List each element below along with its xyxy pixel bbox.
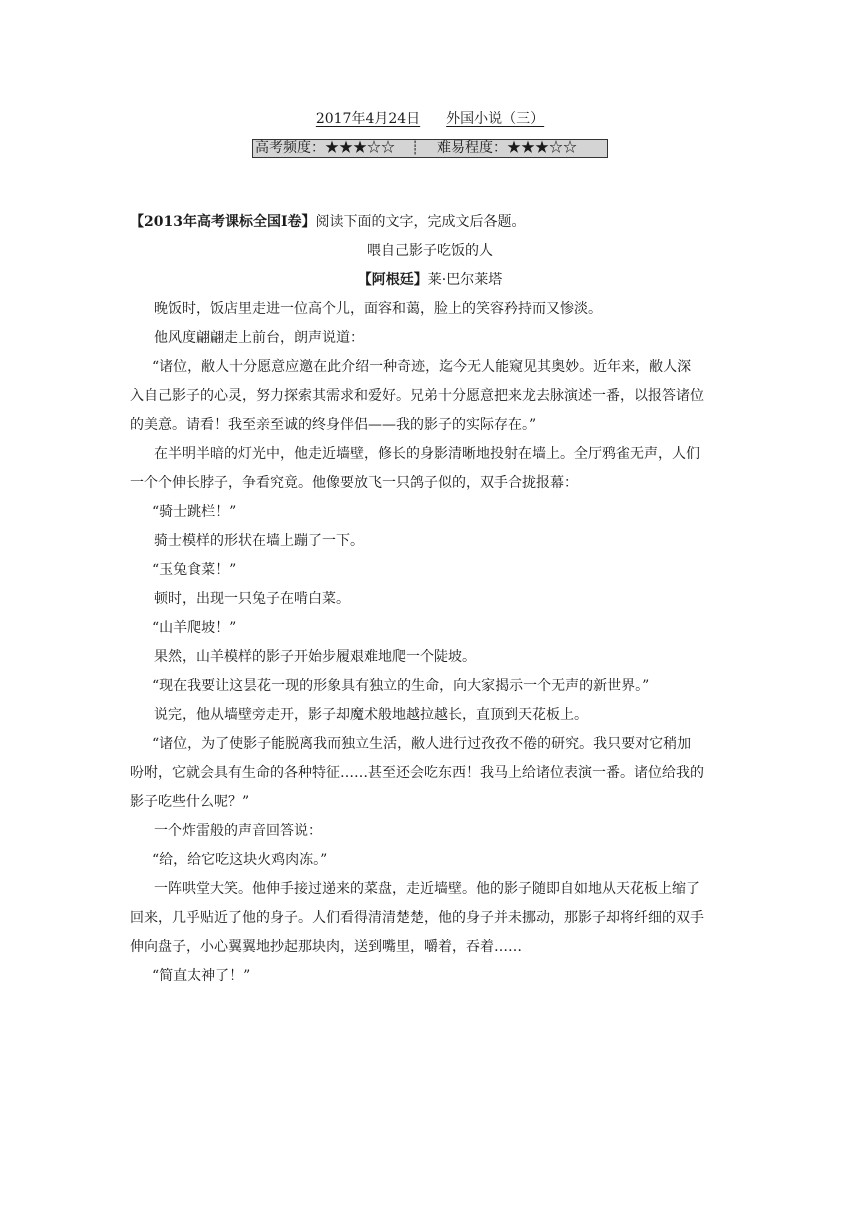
paragraph-line: 一个炸雷般的声音回答说：	[154, 823, 322, 839]
paragraph-line: 说完，他从墙壁旁走开，影子却魔术般地越拉越长，直顶到天花板上。	[154, 707, 588, 723]
paragraph-line: 晚饭时，饭店里走进一位高个儿，面容和蔼，脸上的笑容矜持而又惨淡。	[154, 301, 602, 317]
author-name: 莱·巴尔莱塔	[427, 272, 503, 288]
story-author	[130, 266, 730, 295]
paragraph-line: 影子吃些什么呢？”	[130, 794, 250, 810]
paragraph-line: “诸位，为了使影子能脱离我而独立生活，敝人进行过孜孜不倦的研究。我只要对它稍加	[152, 736, 692, 752]
author-country: 【阿根廷】	[357, 272, 428, 288]
paragraph-line: “诸位，敝人十分愿意应邀在此介绍一种奇迹，迄今无人能窥见其奥妙。近年来，敝人深	[152, 359, 692, 375]
paragraph-line: “给，给它吃这块火鸡肉冻。”	[152, 852, 328, 868]
paragraph-line: “简直太神了！”	[152, 968, 251, 984]
paragraph-line: 果然，山羊模样的影子开始步履艰难地爬一个陡坡。	[154, 649, 476, 665]
paragraph-line: “骑士跳栏！”	[152, 504, 237, 520]
difficulty-level: 难易程度：★★★☆☆	[437, 140, 577, 156]
rating-separator: ┊	[411, 141, 419, 156]
header-date: 2017年4月24日	[315, 111, 421, 127]
paragraph-line: 伸向盘子，小心翼翼地抄起那块肉，送到嘴里，嚼着，吞着……	[130, 939, 522, 955]
exam-frequency: 高考频度：★★★☆☆	[255, 140, 395, 156]
paragraph-line: 吩咐，它就会具有生命的各种特征……甚至还会吃东西！我马上给诸位表演一番。诸位给我的	[130, 765, 704, 781]
paragraph-line: 骑士模样的形状在墙上蹦了一下。	[154, 533, 364, 549]
paragraph-line: 一阵哄堂大笑。他伸手接过递来的菜盘，走近墙壁。他的影子随即自如地从天花板上缩了	[154, 881, 700, 897]
paragraph-line: 在半明半暗的灯光中，他走近墙壁，修长的身影清晰地投射在墙上。全厅鸦雀无声，人们	[154, 446, 700, 462]
paragraph-line: 一个个伸长脖子，争看究竟。他像要放飞一只鸽子似的，双手合拢报幕：	[130, 475, 578, 491]
paragraph-line: “现在我要让这昙花一现的形象具有独立的生命，向大家揭示一个无声的新世界。”	[152, 678, 650, 694]
rating-box	[252, 139, 608, 158]
paragraph-line: 入自己影子的心灵，努力探索其需求和爱好。兄弟十分愿意把来龙去脉演述一番，以报答诸位	[130, 388, 704, 404]
question-intro	[130, 208, 730, 237]
header-topic: 外国小说（三）	[446, 111, 545, 127]
instruction-text: 阅读下面的文字，完成文后各题。	[315, 214, 526, 230]
paragraph-line: 他风度翩翩走上前台，朗声说道：	[154, 330, 364, 346]
paragraph-line: “山羊爬坡！”	[152, 620, 237, 636]
paragraph-line: 的美意。请看！我至亲至诚的终身伴侣——我的影子的实际存在。”	[130, 417, 537, 433]
article-body	[130, 208, 730, 991]
exam-source: 【2013年高考课标全国Ⅰ卷】	[130, 214, 316, 230]
paragraph-line: 顿时，出现一只兔子在啃白菜。	[154, 591, 350, 607]
paragraph-line: 回来，几乎贴近了他的身子。人们看得清清楚楚，他的身子并未挪动，那影子却将纤细的双手	[130, 910, 704, 926]
paragraph-line: “玉兔食菜！”	[152, 562, 237, 578]
page-header	[0, 108, 860, 128]
story-title: 喂自己影子吃饭的人	[367, 243, 493, 259]
